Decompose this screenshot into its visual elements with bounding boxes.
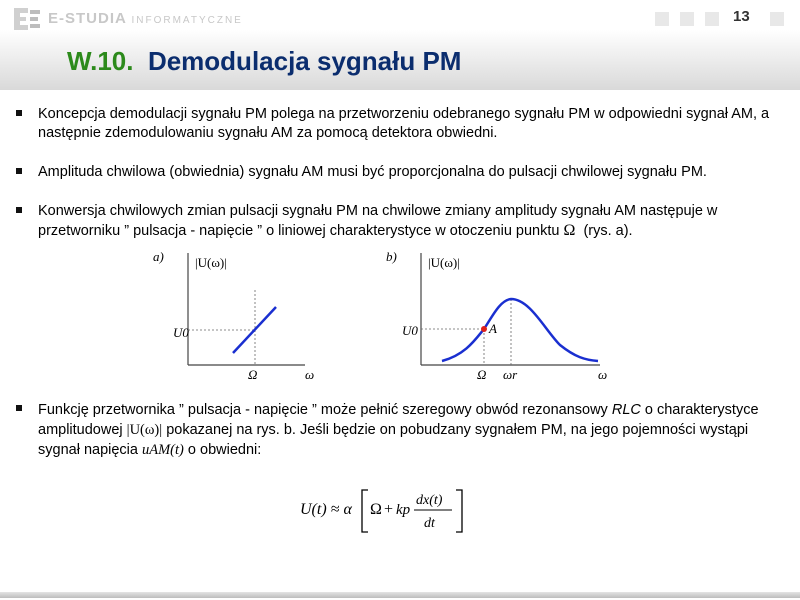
- uam-symbol: uAM(t): [142, 442, 184, 458]
- slide-title: [67, 46, 461, 77]
- bullet-4-text: [38, 400, 778, 460]
- bullet-square-icon: [16, 405, 22, 411]
- bullet-2-text: Amplituda chwilowa (obwiednia) sygnału AM musi być proporcjonalna do pulsacji chwilowej sygnału PM.: [38, 164, 707, 180]
- formula-lhs: U(t) ≈ α: [300, 501, 352, 518]
- figure-a-xlabel: ω: [305, 367, 315, 382]
- figure-b-point-a: [481, 326, 487, 332]
- logo-main: E-STUDIA: [48, 10, 127, 27]
- figure-a-omega-point: Ω: [248, 367, 258, 382]
- figure-b-omega-r: ωr: [503, 367, 518, 382]
- bullet-4-part4: o obwiedni:: [187, 442, 262, 458]
- rlc-text: RLC: [611, 402, 641, 418]
- omega-symbol: Ω: [563, 222, 576, 239]
- e-studia-logo-icon: [12, 6, 42, 32]
- bullet-3-text-after: (rys. a).: [583, 223, 633, 239]
- bullet-square-icon: [16, 207, 22, 213]
- slide-number: 13: [733, 8, 750, 25]
- bottom-divider: [0, 592, 800, 598]
- formula-denominator: dt: [424, 516, 435, 531]
- formula-numerator: dx(t): [416, 493, 443, 508]
- formula-kp: kp: [396, 502, 411, 518]
- bullet-3-text: [38, 202, 778, 241]
- figure-b-point-label: A: [489, 321, 497, 336]
- figure-b-xlabel: ω: [598, 367, 608, 382]
- header-square-3: [705, 12, 719, 26]
- header-square-2: [680, 12, 694, 26]
- figure-a-label: a): [153, 249, 164, 264]
- figure-a-linear-curve: [233, 307, 276, 353]
- bullet-4-part1: Funkcję przetwornika ” pulsacja - napięcie ” może pełnić szeregowy obwód rezonansowy: [38, 402, 608, 418]
- logo-sub: INFORMATYCZNE: [131, 15, 243, 26]
- figure-b-omega-point: Ω: [477, 367, 487, 382]
- figure-b-resonance-curve: [442, 299, 598, 361]
- bullet-square-icon: [16, 168, 22, 174]
- formula-plus: +: [384, 501, 394, 518]
- bullet-1-text: Koncepcja demodulacji sygnału PM polega na przetworzeniu odebranego sygnału PM w odpowiedni sygnał AM, a następnie zdemodulowaniu sygnału AM za pomocą detektora obwiedni.: [38, 106, 770, 141]
- envelope-formula: [298, 482, 478, 538]
- figure-a: [145, 245, 330, 385]
- figure-b-label: b): [386, 249, 397, 264]
- bullet-3-text-before: Konwersja chwilowych zmian pulsacji sygnału PM na chwilowe zmiany amplitudy sygnału AM następuje w przetworniku ” pulsacja - napięcie ” o liniowej charakterystyce w otoczeniu punktu: [38, 203, 718, 239]
- formula-left-bracket: [362, 490, 368, 532]
- figure-a-u0: U0: [173, 325, 189, 340]
- logo-text: [48, 10, 243, 27]
- figure-b-ylabel: |U(ω)|: [428, 255, 460, 270]
- figure-b: [380, 245, 620, 385]
- header-square-4: [770, 12, 784, 26]
- formula-omega: Ω: [370, 501, 382, 518]
- bullet-square-icon: [16, 110, 22, 116]
- formula-right-bracket: [456, 490, 462, 532]
- bullet-4-part2: o charakterystyce amplitudowej: [38, 402, 759, 438]
- title-number: W.10.: [67, 46, 134, 76]
- bullet-4-part3: pokazanej na rys. b. Jeśli będzie on pobudzany sygnałem PM, na jego pojemności wystąpi sygnał napięcia: [38, 422, 749, 458]
- figure-b-u0: U0: [402, 323, 418, 338]
- slide-header: [0, 0, 800, 90]
- header-square-1: [655, 12, 669, 26]
- title-text: Demodulacja sygnału PM: [147, 46, 462, 76]
- u-omega-symbol: |U(ω)|: [126, 422, 163, 438]
- figure-a-ylabel: |U(ω)|: [195, 255, 227, 270]
